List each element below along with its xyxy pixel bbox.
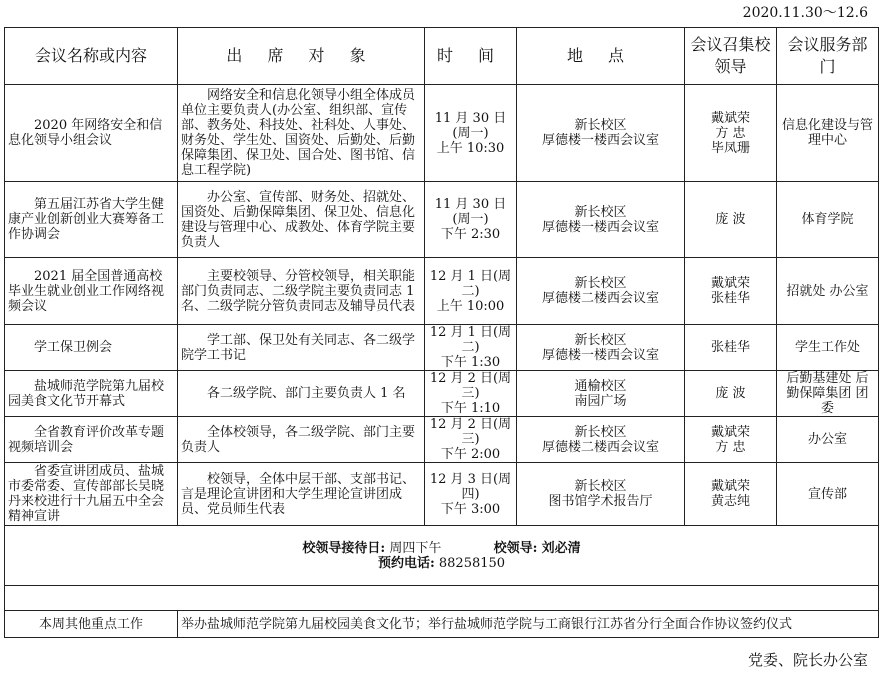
- meeting-date: 12 月 2 日(周三): [429, 371, 512, 401]
- issuer-footer: 党委、院长办公室: [747, 651, 868, 669]
- meeting-location: [517, 258, 685, 325]
- location-campus: 新长校区: [574, 479, 627, 494]
- meeting-location: [517, 371, 685, 417]
- reception-row: [5, 526, 879, 586]
- meeting-dept: 体育学院: [777, 182, 879, 258]
- meeting-attendees: 网络安全和信息化领导小组全体成员单位主要负责人(办公室、组织部、宣传部、教务处、科技处、社科处、人事处、财务处、学生处、国资处、后勤处、后勤保障集团、保卫处、国合处、图书馆、信息工程学院): [178, 85, 425, 182]
- meeting-name: 2020 年网络安全和信息化领导小组会议: [5, 85, 178, 182]
- meeting-leaders: [685, 371, 777, 417]
- leader-name: 方 忠: [715, 125, 746, 141]
- header-leader: 会议召集校领导: [685, 28, 777, 85]
- meeting-date: 12 月 3 日(周四): [429, 471, 512, 502]
- leader-name: 毕凤珊: [710, 140, 750, 156]
- leader-name: 方 忠: [715, 439, 746, 455]
- meeting-attendees: 办公室、宣传部、财务处、招就处、国资处、后勤保障集团、保卫处、信息化建设与管理中心、成教处、体育学院主要负责人: [178, 182, 425, 258]
- meeting-clock: 下午 2:30: [440, 227, 501, 242]
- meeting-time: [425, 85, 517, 182]
- meeting-name: 学工保卫例会: [5, 325, 178, 371]
- location-campus: 新长校区: [574, 424, 627, 440]
- table-row: [5, 182, 879, 258]
- location-room: 厚德楼一楼西会议室: [541, 219, 659, 235]
- table-row: [5, 85, 879, 182]
- meeting-leaders: [685, 85, 777, 182]
- meeting-location: [517, 417, 685, 463]
- meeting-leaders: [685, 182, 777, 258]
- meeting-location: [517, 463, 685, 526]
- meeting-schedule-table: [4, 27, 879, 638]
- location-campus: 新长校区: [574, 118, 627, 133]
- leader-name: 庞 波: [715, 386, 746, 401]
- meeting-date: 12 月 1 日(周二): [429, 325, 512, 355]
- meeting-attendees: 全体校领导，各二级学院、部门主要负责人: [178, 417, 425, 463]
- reception-phone-label: 预约电话:: [377, 555, 435, 571]
- meeting-date: 11 月 30 日(周一): [434, 110, 507, 141]
- other-work-row: [5, 611, 879, 638]
- meeting-attendees: 校领导，全体中层干部、支部书记、言是理论宣讲团和大学生理论宣讲团成员、党员师生代表: [178, 463, 425, 526]
- meeting-dept: 招就处 办公室: [777, 258, 879, 325]
- reception-leader-value: 刘必清: [541, 540, 581, 556]
- meeting-time: [425, 371, 517, 417]
- meeting-time: [425, 325, 517, 371]
- location-room: 厚德楼一楼西会议室: [541, 347, 659, 363]
- meeting-dept: 后勤基建处 后勤保障集团 团 委: [777, 371, 879, 417]
- header-name: 会议名称或内容: [5, 28, 178, 85]
- meeting-name: 盐城师范学院第九届校园美食文化节开幕式: [5, 371, 178, 417]
- location-room: 厚德楼二楼西会议室: [541, 291, 659, 306]
- other-work-text: 举办盐城师范学院第九届校园美食文化节；举行盐城师范学院与工商银行江苏省分行全面合作协议签约仪式: [178, 611, 879, 638]
- meeting-clock: 上午 10:30: [436, 140, 505, 156]
- meeting-clock: 上午 10:00: [436, 298, 505, 314]
- location-campus: 新长校区: [574, 332, 627, 348]
- meeting-dept: 信息化建设与管理中心: [777, 85, 879, 182]
- meeting-leaders: [685, 463, 777, 526]
- location-campus: 通榆校区: [574, 378, 627, 394]
- meeting-name: 省委宣讲团成员、盐城市委常委、宣传部部长吴晓丹来校进行十九届五中全会精神宣讲: [5, 463, 178, 526]
- table-row: [5, 325, 879, 371]
- header-attendees: 出 席 对 象: [178, 28, 425, 85]
- table-row: [5, 417, 879, 463]
- leader-name: 张桂华: [710, 291, 750, 306]
- meeting-date: 11 月 30 日(周一): [434, 197, 507, 227]
- meeting-location: [517, 182, 685, 258]
- meeting-time: [425, 463, 517, 526]
- reception-day-label: 校领导接待日:: [302, 540, 386, 556]
- meeting-date: 12 月 1 日(周二): [429, 268, 512, 299]
- location-campus: 新长校区: [574, 204, 627, 220]
- reception-phone-value: 88258150: [438, 555, 506, 571]
- location-room: 图书馆学术报告厅: [548, 494, 653, 509]
- header-row: [5, 28, 879, 85]
- meeting-dept: 学生工作处: [777, 325, 879, 371]
- leader-name: 庞 波: [715, 212, 746, 227]
- meeting-attendees: 各二级学院、部门主要负责人 1 名: [178, 371, 425, 417]
- header-time: 时 间: [425, 28, 517, 85]
- meeting-location: [517, 325, 685, 371]
- meeting-clock: 下午 1:10: [440, 401, 501, 416]
- reception-info: [5, 526, 879, 586]
- header-dept: 会议服务部门: [777, 28, 879, 85]
- meeting-clock: 下午 1:30: [440, 355, 501, 370]
- leader-name: 张桂华: [710, 340, 750, 355]
- meeting-leaders: [685, 325, 777, 371]
- meeting-time: [425, 182, 517, 258]
- blank-cell: [5, 586, 879, 611]
- leader-name: 戴斌荣: [710, 276, 750, 291]
- date-range: 2020.11.30～12.6: [742, 5, 868, 21]
- meeting-attendees: 学工部、保卫处有关同志、各二级学院学工书记: [178, 325, 425, 371]
- reception-leader-label: 校领导:: [493, 540, 538, 556]
- table-row: [5, 371, 879, 417]
- leader-name: 黄志纯: [710, 494, 750, 509]
- other-work-label: 本周其他重点工作: [5, 611, 178, 638]
- meeting-attendees: 主要校领导、分管校领导，相关职能部门负责同志、二级学院主要负责同志 1 名、二级学院分管负责同志及辅导员代表: [178, 258, 425, 325]
- header-location: 地 点: [517, 28, 685, 85]
- table-row: [5, 258, 879, 325]
- location-room: 厚德楼一楼西会议室: [541, 133, 659, 148]
- meeting-name: 第五届江苏省大学生健康产业创新创业大赛筹备工作协调会: [5, 182, 178, 258]
- table-row: [5, 463, 879, 526]
- location-room: 南园广场: [574, 393, 627, 409]
- leader-name: 戴斌荣: [710, 424, 750, 440]
- meeting-clock: 下午 2:00: [440, 447, 501, 462]
- reception-day-value: 周四下午: [389, 540, 442, 556]
- meeting-location: [517, 85, 685, 182]
- location-campus: 新长校区: [574, 276, 627, 291]
- meeting-dept: 办公室: [777, 417, 879, 463]
- leader-name: 戴斌荣: [710, 110, 750, 126]
- meeting-name: 全省教育评价改革专题视频培训会: [5, 417, 178, 463]
- meeting-leaders: [685, 258, 777, 325]
- meeting-time: [425, 417, 517, 463]
- leader-name: 戴斌荣: [710, 479, 750, 494]
- meeting-name: 2021 届全国普通高校毕业生就业创业工作网络视频会议: [5, 258, 178, 325]
- meeting-leaders: [685, 417, 777, 463]
- meeting-dept: 宣传部: [777, 463, 879, 526]
- location-room: 厚德楼二楼西会议室: [541, 439, 659, 455]
- blank-row: [5, 586, 879, 611]
- meeting-date: 12 月 2 日(周三): [429, 417, 512, 447]
- meeting-time: [425, 258, 517, 325]
- meeting-clock: 下午 3:00: [440, 501, 501, 517]
